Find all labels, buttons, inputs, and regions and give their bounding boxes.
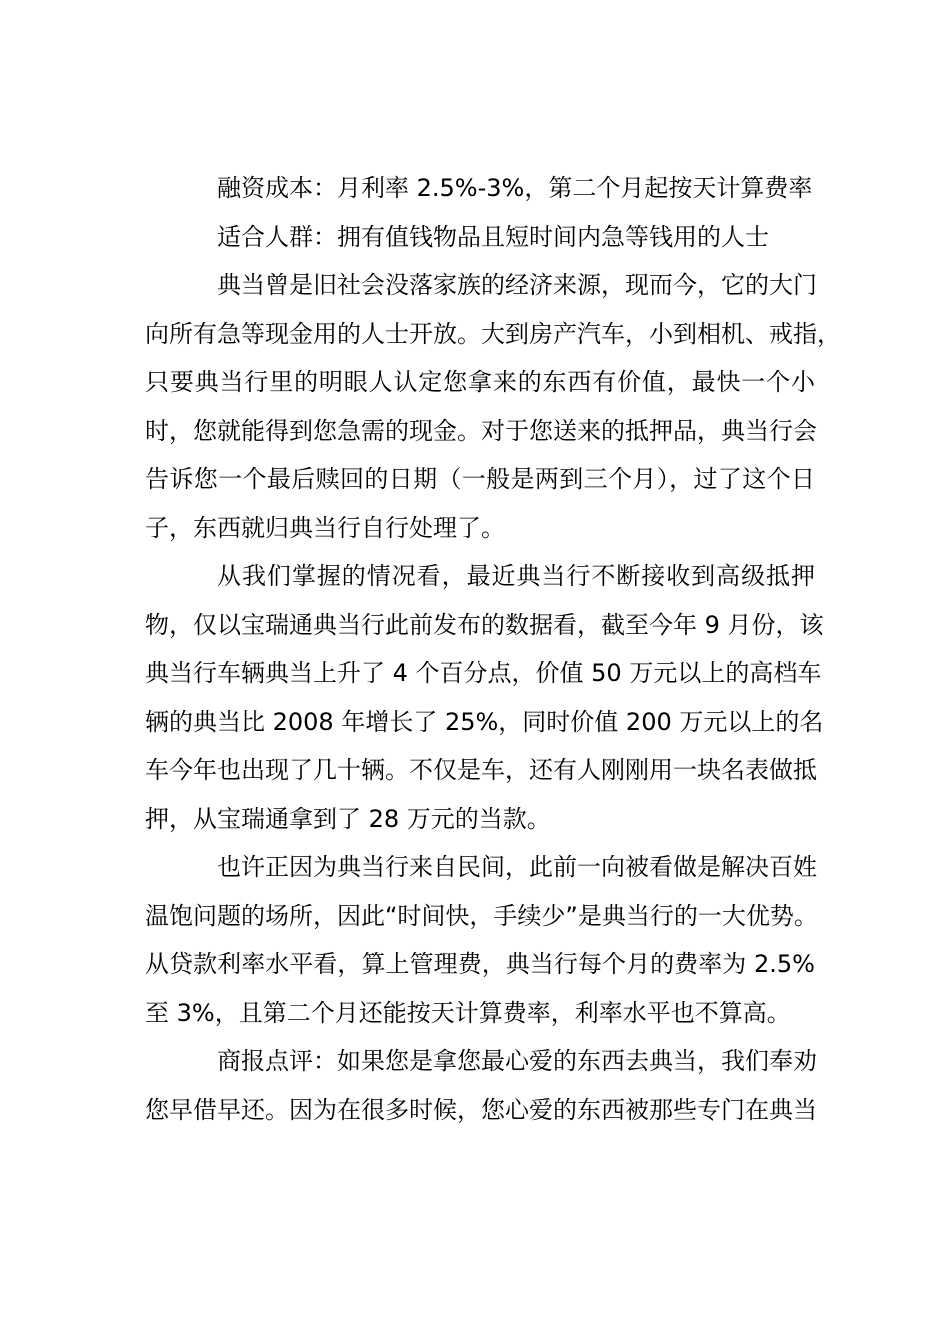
text-line: 商报点评：如果您是拿您最心爱的东西去典当，我们奉劝 [217, 1047, 817, 1075]
paragraph-financing-cost [145, 164, 815, 213]
text-line: 辆的典当比 2008 年增长了 25%，同时价值 200 万元以上的名 [145, 707, 824, 736]
text-line: 您早借早还。因为在很多时候，您心爱的东西被那些专门在典当 [145, 1095, 817, 1124]
paragraph-commentary [145, 1037, 815, 1134]
text-line: 向所有急等现金用的人士开放。大到房产汽车，小到相机、戒指， [145, 319, 841, 348]
text-line: 押，从宝瑞通拿到了 28 万元的当款。 [145, 804, 551, 833]
paragraph-pawnshop-intro [145, 261, 841, 552]
text-line: 时，您就能得到您急需的现金。对于您送来的抵押品，典当行会 [145, 416, 817, 445]
article-body [145, 164, 841, 1134]
text-line: 典当曾是旧社会没落家族的经济来源，现而今，它的大门 [217, 271, 817, 299]
paragraph-high-end-collateral [145, 552, 824, 843]
text-line: 车今年也出现了几十辆。不仅是车，还有人刚刚用一块名表做抵 [145, 756, 817, 784]
text-line: 也许正因为典当行来自民间，此前一向被看做是解决百姓 [217, 853, 817, 881]
text-line: 只要典当行里的明眼人认定您拿来的东西有价值，最快一个小 [145, 368, 815, 396]
text-line: 从我们掌握的情况看，最近典当行不断接收到高级抵押 [217, 562, 815, 590]
text-line: 从贷款利率水平看，算上管理费，典当行每个月的费率为 2.5% [145, 950, 815, 978]
text-line: 至 3%，且第二个月还能按天计算费率，利率水平也不算高。 [145, 998, 791, 1027]
text-line: 融资成本：月利率 2.5%-3%，第二个月起按天计算费率 [217, 174, 813, 202]
paragraph-target-group [145, 213, 815, 262]
text-line: 适合人群：拥有值钱物品且短时间内急等钱用的人士 [217, 222, 769, 251]
text-line: 子，东西就归典当行自行处理了。 [145, 513, 505, 542]
text-line: 温饱问题的场所，因此“时间快，手续少”是典当行的一大优势。 [145, 901, 818, 930]
paragraph-advantages [145, 843, 818, 1037]
text-line: 告诉您一个最后赎回的日期（一般是两到三个月），过了这个日 [145, 465, 815, 493]
text-line: 物，仅以宝瑞通典当行此前发布的数据看，截至今年 9 月份，该 [145, 610, 824, 639]
text-line: 典当行车辆典当上升了 4 个百分点，价值 50 万元以上的高档车 [145, 659, 822, 687]
